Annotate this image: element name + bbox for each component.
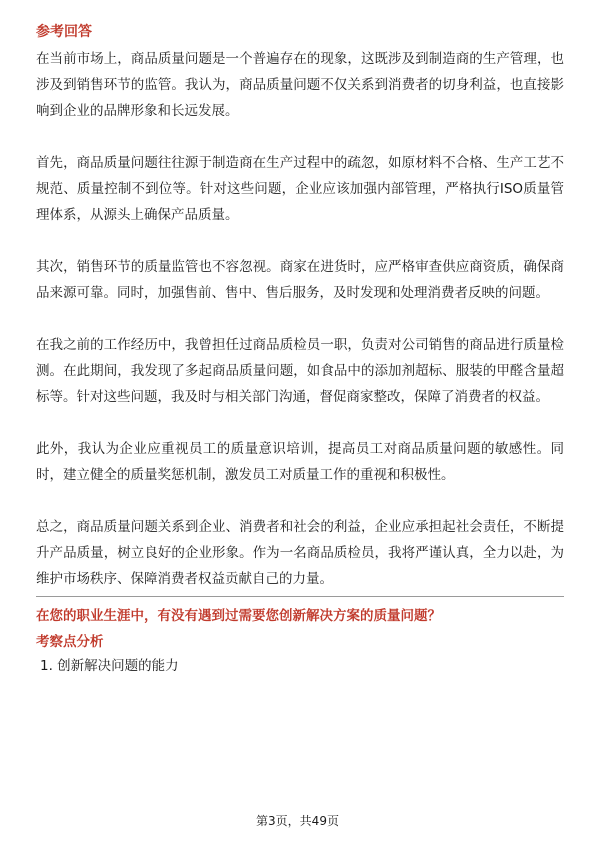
answer-paragraph-5: 此外，我认为企业应重视员工的质量意识培训，提高员工对商品质量问题的敏感性。同时，建立健全的质量奖惩机制，激发员工对质量工作的重视和积极性。 [36,441,564,483]
interview-question: 在您的职业生涯中，有没有遇到过需要您创新解决方案的质量问题？ [36,608,441,624]
answer-paragraph-3: 其次，销售环节的质量监管也不容忽视。商家在进货时，应严格审查供应商资质，确保商品来源可靠。同时，加强售前、售中、售后服务，及时发现和处理消费者反映的问题。 [36,259,564,301]
answer-paragraph-6: 总之，商品质量问题关系到企业、消费者和社会的利益，企业应承担起社会责任，不断提升产品质量，树立良好的企业形象。作为一名商品质检员，我将严谨认真，全力以赴，为维护市场秩序、保障消费者权益贡献自己的力量。 [36,519,564,587]
answer-paragraph-2: 首先，商品质量问题往往源于制造商在生产过程中的疏忽，如原材料不合格、生产工艺不规范、质量控制不到位等。针对这些问题，企业应该加强内部管理，严格执行ISO质量管理体系，从源头上确保产品质量。 [36,155,564,223]
answer-heading: 参考回答 [36,24,92,40]
analysis-heading: 考察点分析 [36,634,104,650]
answer-paragraph-4: 在我之前的工作经历中，我曾担任过商品质检员一职，负责对公司销售的商品进行质量检测。在此期间，我发现了多起商品质量问题，如食品中的添加剂超标、服装的甲醛含量超标等。针对这些问题，我及时与相关部门沟通，督促商家整改，保障了消费者的权益。 [36,337,564,405]
analysis-item-1: 1. 创新解决问题的能力 [40,658,179,674]
page-content [36,22,564,677]
page-number-footer: 第3页，共49页 [256,814,339,828]
answer-paragraph-1: 在当前市场上，商品质量问题是一个普遍存在的现象，这既涉及到制造商的生产管理，也涉及到销售环节的监管。我认为，商品质量问题不仅关系到消费者的切身利益，也直接影响到企业的品牌形象和长远发展。 [36,51,564,119]
section-divider [36,596,564,597]
